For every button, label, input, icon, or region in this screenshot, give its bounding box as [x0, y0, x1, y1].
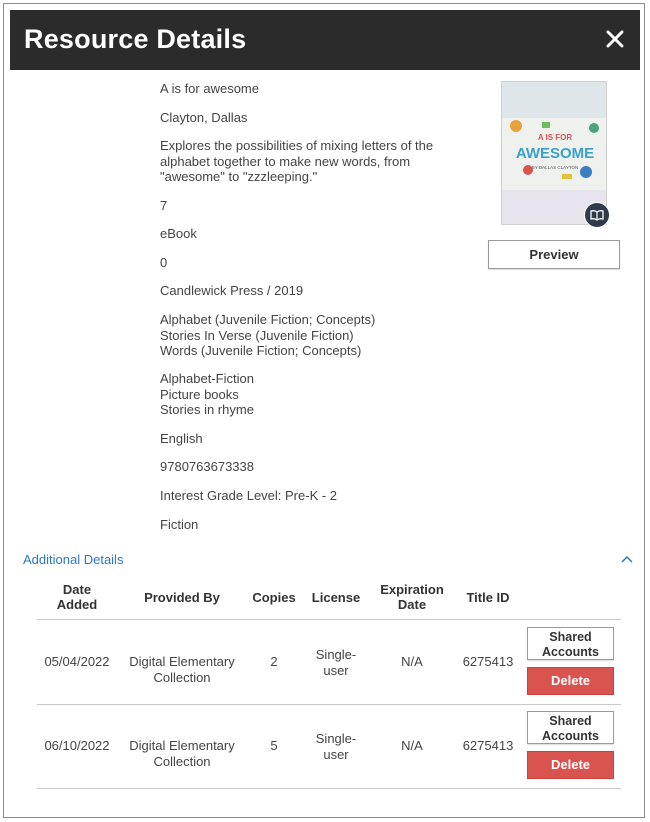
cell-license: Single- user — [315, 731, 357, 762]
value-languages: English — [160, 431, 203, 446]
header-title-id: Title ID — [466, 590, 510, 605]
header-copies: Copies — [252, 590, 296, 605]
header-expiration-date: Expiration Date — [380, 582, 444, 612]
cell-copies: 5 — [270, 738, 278, 753]
reader-badge[interactable] — [584, 202, 610, 228]
delete-button[interactable]: Delete — [527, 751, 614, 779]
value-copies: 7 — [160, 198, 168, 213]
collapse-button[interactable] — [620, 552, 634, 564]
modal-title: Resource Details — [24, 24, 247, 54]
value-pages: 0 — [160, 255, 168, 270]
additional-details-link[interactable]: Additional Details — [23, 552, 124, 567]
value-resource-type: eBook — [160, 226, 197, 241]
cell-license: Single- user — [315, 647, 357, 678]
header-date-added: Date Added — [56, 582, 98, 612]
resource-details-modal — [3, 3, 645, 818]
cell-expiration: N/A — [401, 738, 423, 753]
shared-accounts-button[interactable]: Shared Accounts — [527, 711, 614, 744]
svg-text:A IS FOR: A IS FOR — [537, 133, 573, 142]
svg-text:BY DALLAS CLAYTON: BY DALLAS CLAYTON — [531, 165, 579, 170]
value-publisher: Candlewick Press / 2019 — [160, 283, 304, 298]
value-title: A is for awesome — [160, 81, 259, 96]
close-button[interactable] — [600, 24, 630, 54]
value-more: Fiction — [160, 517, 199, 532]
header-license: License — [311, 590, 361, 605]
table-row-divider — [37, 704, 621, 705]
value-reading-programs: Interest Grade Level: Pre-K - 2 — [160, 488, 338, 503]
table-row-divider — [37, 788, 621, 789]
header-provided-by: Provided By — [144, 590, 220, 605]
close-icon — [600, 24, 630, 54]
cell-copies: 2 — [270, 654, 278, 669]
value-summary: Explores the possibilities of mixing letters of the alphabet together to make new words, from "awesome" to "zzzleeping." — [160, 138, 434, 184]
svg-text:AWESOME: AWESOME — [515, 145, 595, 162]
value-isbn: 9780763673338 — [160, 459, 254, 474]
chevron-up-icon — [620, 553, 634, 565]
value-subjects: Alphabet-Fiction Picture books Stories in rhyme — [160, 371, 254, 417]
cell-expiration: N/A — [401, 654, 423, 669]
shared-accounts-button[interactable]: Shared Accounts — [527, 627, 614, 660]
preview-button[interactable]: Preview — [488, 240, 620, 269]
value-topics-genres: Alphabet (Juvenile Fiction; Concepts) Stories In Verse (Juvenile Fiction) Words (Juvenile Fiction; Concepts) — [160, 312, 376, 358]
table-header-divider — [37, 619, 621, 620]
cell-date-added: 05/04/2022 — [44, 654, 110, 669]
cell-title-id: 6275413 — [462, 738, 514, 753]
open-book-icon — [590, 209, 604, 221]
cell-date-added: 06/10/2022 — [44, 738, 110, 753]
value-author: Clayton, Dallas — [160, 110, 248, 125]
cell-provided-by: Digital Elementary Collection — [129, 738, 235, 769]
modal-header — [10, 10, 640, 70]
cell-title-id: 6275413 — [462, 654, 514, 669]
cell-provided-by: Digital Elementary Collection — [129, 654, 235, 685]
delete-button[interactable]: Delete — [527, 667, 614, 695]
